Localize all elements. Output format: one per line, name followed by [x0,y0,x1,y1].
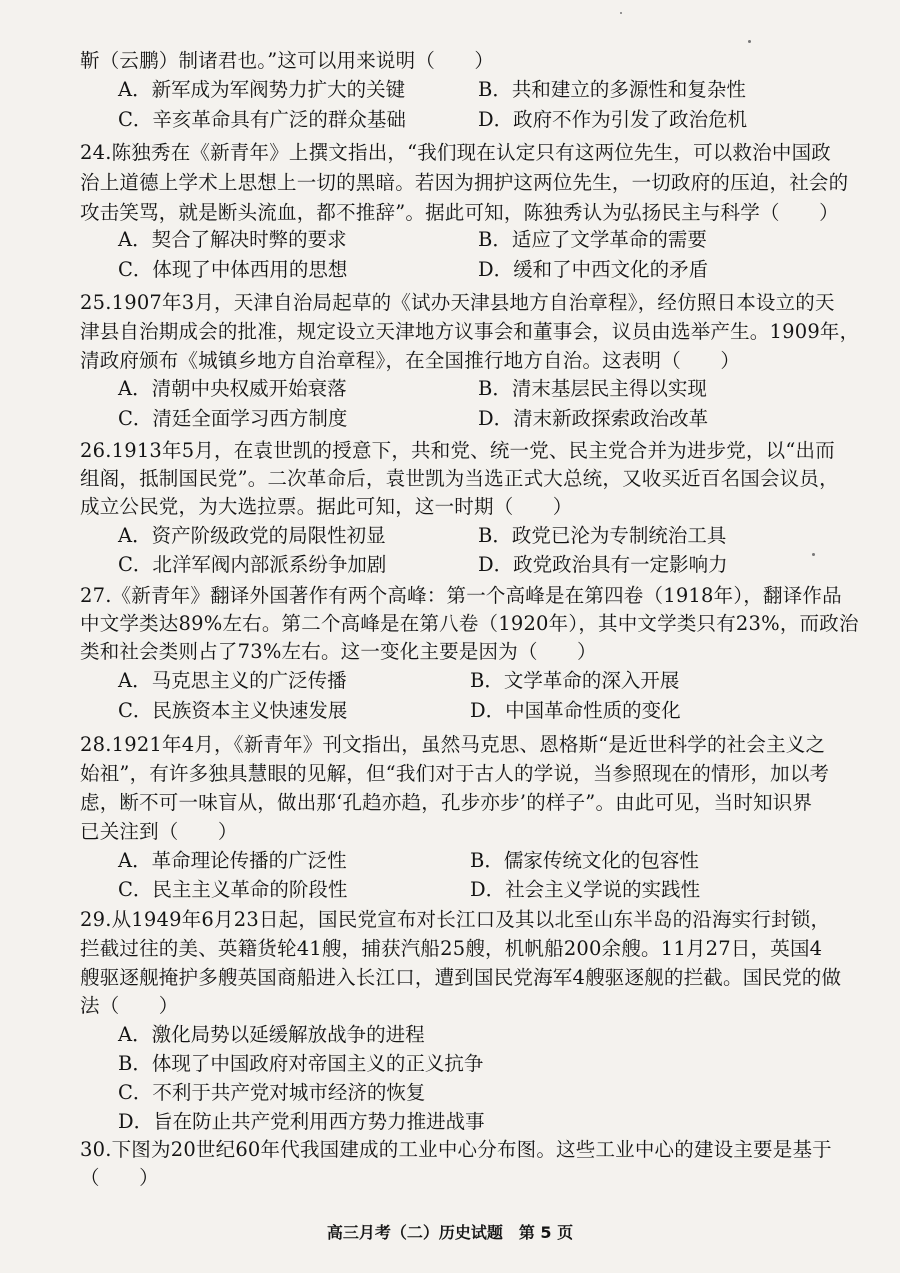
q24-option-c[interactable]: C．体现了中体西用的思想 [118,258,348,281]
q28-option-b[interactable]: B．儒家传统文化的包容性 [470,849,699,872]
question-24-line-1: 24.陈独秀在《新青年》上撰文指出，“我们现在认定只有这两位先生，可以救治中国政 [80,141,831,164]
q29-option-a[interactable]: A．激化局势以延缓解放战争的进程 [118,1023,425,1046]
scan-speck [812,553,815,556]
q26-option-c[interactable]: C．北洋军阀内部派系纷争加剧 [118,553,387,576]
q28-option-c[interactable]: C．民主主义革命的阶段性 [118,878,348,901]
q26-option-a[interactable]: A．资产阶级政党的局限性初显 [118,524,386,547]
question-29-line-4: 法（ ） [80,994,179,1017]
q23-option-c[interactable]: C．辛亥革命具有广泛的群众基础 [118,108,406,131]
question-26-line-2: 组阁，抵制国民党”。二次革命后，袁世凯为当选正式大总统，又收买近百名国会议员， [80,467,839,490]
question-28-line-4: 已关注到（ ） [80,820,238,843]
question-25-line-3: 清政府颁布《城镇乡地方自治章程》，在全国推行地方自治。这表明（ ） [80,349,741,372]
question-25-line-1: 25.1907年3月，天津自治局起草的《试办天津县地方自治章程》，经仿照日本设立的天 [80,291,835,314]
question-24-line-3: 攻击笑骂，就是断头流血，都不推辞”。据此可知，陈独秀认为弘扬民主与科学（ ） [80,201,839,224]
question-25-line-2: 津县自治期成会的批准，规定设立天津地方议事会和董事会，议员由选举产生。1909年， [80,320,860,343]
q25-option-c[interactable]: C．清廷全面学习西方制度 [118,407,348,430]
question-29-line-2: 拦截过往的美、英籍货轮41艘，捕获汽船25艘，机帆船200余艘。11月27日，英国4 [80,937,823,960]
question-29-line-1: 29.从1949年6月23日起，国民党宣布对长江口及其以北至山东半岛的沿海实行封锁， [80,908,831,931]
question-23-stem-end: 靳（云鹏）制诸君也。”这可以用来说明（ ） [80,49,495,72]
question-28-line-2: 始祖”，有许多独具慧眼的见解，但“我们对于古人的学说，当参照现在的情形，加以考 [80,762,830,785]
q28-option-d[interactable]: D．社会主义学说的实践性 [470,878,701,901]
q23-option-a[interactable]: A．新军成为军阀势力扩大的关键 [118,78,406,101]
q29-option-d[interactable]: D．旨在防止共产党利用西方势力推进战事 [118,1110,485,1133]
question-27-line-2: 中文学类达89%左右。第二个高峰是在第八卷（1920年），其中文学类只有23%，而政治 [80,612,859,635]
q27-option-b[interactable]: B．文学革命的深入开展 [470,669,680,692]
q27-option-d[interactable]: D．中国革命性质的变化 [470,699,681,722]
question-24-line-2: 治上道德上学术上思想上一切的黑暗。若因为拥护这两位先生，一切政府的压迫，社会的 [80,171,849,194]
question-26-line-3: 成立公民党，为大选拉票。据此可知，这一时期（ ） [80,495,573,518]
question-28-line-3: 虑，断不可一味盲从，做出那‘孔趋亦趋，孔步亦步’的样子”。由此可见，当时知识界 [80,791,813,814]
scan-speck [620,12,622,14]
q27-option-a[interactable]: A．马克思主义的广泛传播 [118,669,347,692]
q29-option-c[interactable]: C．不利于共产党对城市经济的恢复 [118,1081,426,1104]
question-28-line-1: 28.1921年4月，《新青年》刊文指出，虽然马克思、恩格斯“是近世科学的社会主义之 [80,733,826,756]
q29-option-b[interactable]: B．体现了中国政府对帝国主义的正义抗争 [118,1052,484,1075]
question-27-line-1: 27.《新青年》翻译外国著作有两个高峰：第一个高峰是在第四卷（1918年），翻译作品 [80,584,842,607]
question-27-line-3: 类和社会类则占了73%左右。这一变化主要是因为（ ） [80,640,597,663]
q26-option-b[interactable]: B．政党已沦为专制统治工具 [478,524,727,547]
q24-option-d[interactable]: D．缓和了中西文化的矛盾 [478,258,709,281]
q28-option-a[interactable]: A．革命理论传播的广泛性 [118,849,347,872]
q25-option-b[interactable]: B．清末基层民主得以实现 [478,377,707,400]
question-30-line-2: （ ） [80,1166,159,1189]
q24-option-a[interactable]: A．契合了解决时弊的要求 [118,228,347,251]
q27-option-c[interactable]: C．民族资本主义快速发展 [118,699,348,722]
q24-option-b[interactable]: B．适应了文学革命的需要 [478,228,707,251]
question-29-line-3: 艘驱逐舰掩护多艘英国商船进入长江口，遭到国民党海军4艘驱逐舰的拦截。国民党的做 [80,966,842,989]
scan-speck [748,40,751,43]
q25-option-a[interactable]: A．清朝中央权威开始衰落 [118,377,347,400]
page-footer: 高三月考（二）历史试题 第 5 页 [326,1223,574,1242]
q26-option-d[interactable]: D．政党政治具有一定影响力 [478,553,728,576]
question-30-line-1: 30.下图为20世纪60年代我国建成的工业中心分布图。这些工业中心的建设主要是基于 [80,1138,832,1161]
question-26-line-1: 26.1913年5月，在袁世凯的授意下，共和党、统一党、民主党合并为进步党，以“出而 [80,439,835,462]
q25-option-d[interactable]: D．清末新政探索政治改革 [478,407,709,430]
q23-option-b[interactable]: B．共和建立的多源性和复杂性 [478,78,746,101]
q23-option-d[interactable]: D．政府不作为引发了政治危机 [478,108,748,131]
